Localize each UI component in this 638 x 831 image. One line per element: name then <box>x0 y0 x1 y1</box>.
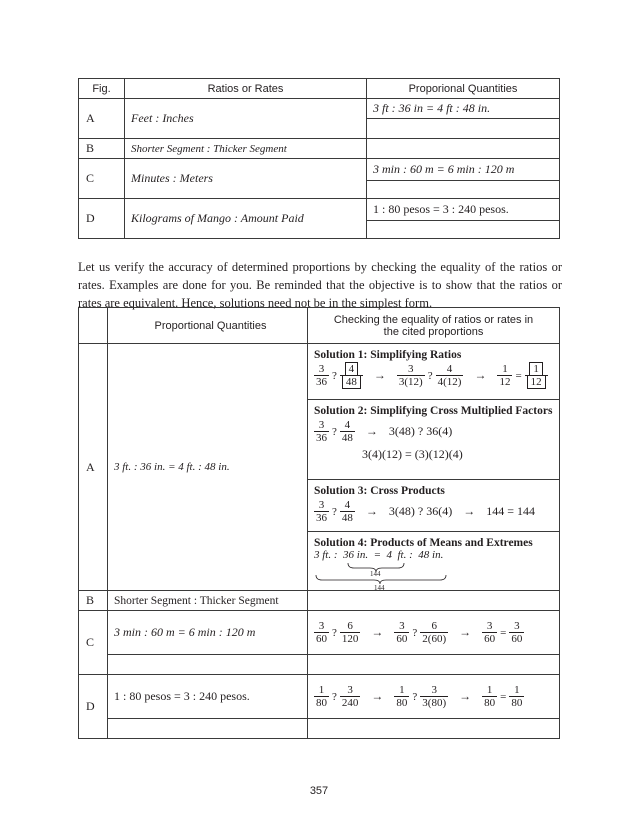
means-extremes-braces <box>314 561 553 595</box>
verification-table <box>78 307 560 739</box>
prop-a-blank <box>367 119 560 139</box>
solution-1-title: Solution 1: Simplifying Ratios <box>314 349 462 361</box>
extremes-product: 144 <box>374 584 385 592</box>
prop-a: 3 ft : 36 in = 4 ft : 48 in. <box>367 99 560 119</box>
row-c-blank-3 <box>308 655 560 675</box>
row-d-blank-2 <box>108 719 308 739</box>
solution-4-title: Solution 4: Products of Means and Extremes <box>314 537 533 549</box>
page-number: 357 <box>309 785 329 797</box>
row-c-solution: $\frac{3}{60}$ ? $\frac{6}{120}$ → $\frac{3}{60}$ ? $\frac{6}{2(60)}$ → $\frac{3}{60}$ = $\frac{3}{60}$ <box>308 611 560 655</box>
solution-3-title: Solution 3: Cross Products <box>314 485 445 497</box>
arrow-icon: → <box>371 689 384 703</box>
row-a-label: A <box>79 344 108 591</box>
row-c-blank-2 <box>108 655 308 675</box>
header-ratios: Ratios or Rates <box>125 79 367 99</box>
prop-d-blank <box>367 221 560 239</box>
intro-paragraph: Let us verify the accuracy of determined proportions by checking the equality of the ratios or rates. Examples are done for you. Be reminded that the objective is to show that the ratios or rates are equivalent. Hence, solutions need not be in the simplest form. <box>78 260 562 310</box>
row-d-label: D <box>79 675 108 739</box>
arrow-icon: → <box>365 504 378 518</box>
fig-c: C <box>79 159 125 199</box>
header-checking: Checking the equality of ratios or rates in the cited proportions <box>308 308 560 344</box>
ratios-table <box>78 78 560 239</box>
header-blank <box>79 308 108 344</box>
solution-3: Solution 3: Cross Products $\frac{3}{36}$ ? $\frac{4}{48}$ → 3(48) ? 36(4) → 144 = 144 <box>308 480 559 532</box>
ratio-c: Minutes : Meters <box>125 159 367 199</box>
arrow-icon: → <box>459 689 472 703</box>
row-a-proportion: 3 ft. : 36 in. = 4 ft. : 48 in. <box>108 344 308 591</box>
ratio-d: Kilograms of Mango : Amount Paid <box>125 199 367 239</box>
solution-2-line-2: 3(4)(12) = (3)(12)(4) <box>362 446 463 461</box>
solution-3-result: 144 = 144 <box>486 504 535 518</box>
arrow-icon: → <box>373 368 386 382</box>
header-proportional: Proporional Quantities <box>367 79 560 99</box>
arrow-icon: → <box>474 368 487 382</box>
solution-1 <box>308 344 559 400</box>
row-d-solution: $\frac{1}{80}$ ? $\frac{3}{240}$ → $\frac{1}{80}$ ? $\frac{3}{3(80)}$ → $\frac{1}{80}$ = $\frac{1}{80}$ <box>308 675 560 719</box>
solution-2-line-1: 3(48) ? 36(4) <box>388 424 453 438</box>
fig-b: B <box>79 139 125 159</box>
fig-a: A <box>79 99 125 139</box>
solution-1-expression: $\frac{3}{36}$ ? $\frac{4}{48}$ → $\frac{3}{3(12)}$ ? $\frac{4}{4(12)}$ → $\frac{1}{12}$ = $\frac{1}{12}$ <box>314 363 553 388</box>
arrow-icon: → <box>459 625 472 639</box>
solution-4-line: 3 ft. : 36 in. = 4 ft. : 48 in. <box>314 549 444 561</box>
header-proportional-quantities: Proportional Quantities <box>108 308 308 344</box>
solution-2-title: Solution 2: Simplifying Cross Multiplied Factors <box>314 405 553 417</box>
fig-d: D <box>79 199 125 239</box>
ratio-a: Feet : Inches <box>125 99 367 139</box>
prop-b <box>367 139 560 159</box>
row-b-label: B <box>79 591 108 611</box>
arrow-icon: → <box>463 504 476 518</box>
row-a-solutions <box>308 344 560 591</box>
prop-c: 3 min : 60 m = 6 min : 120 m <box>367 159 560 181</box>
brace-icon <box>314 561 464 595</box>
means-product: 144 <box>370 570 381 578</box>
row-c-label: C <box>79 611 108 675</box>
arrow-icon: → <box>365 424 378 438</box>
ratio-b: Shorter Segment : Thicker Segment <box>125 139 367 159</box>
row-b-proportion: Shorter Segment : Thicker Segment <box>108 591 308 611</box>
row-d-blank-3 <box>308 719 560 739</box>
arrow-icon: → <box>371 625 384 639</box>
header-fig: Fig. <box>79 79 125 99</box>
solution-3-line: 3(48) ? 36(4) <box>388 504 453 518</box>
prop-d: 1 : 80 pesos = 3 : 240 pesos. <box>367 199 560 221</box>
row-d-proportion: 1 : 80 pesos = 3 : 240 pesos. <box>108 675 308 719</box>
solution-4 <box>308 532 559 590</box>
solution-2: Solution 2: Simplifying Cross Multiplied Factors $\frac{3}{36}$ ? $\frac{4}{48}$ → 3(48) ? 36(4) 3(4)(12) = (3)(12)(4) <box>308 400 559 480</box>
row-c-proportion: 3 min : 60 m = 6 min : 120 m <box>108 611 308 655</box>
prop-c-blank <box>367 181 560 199</box>
